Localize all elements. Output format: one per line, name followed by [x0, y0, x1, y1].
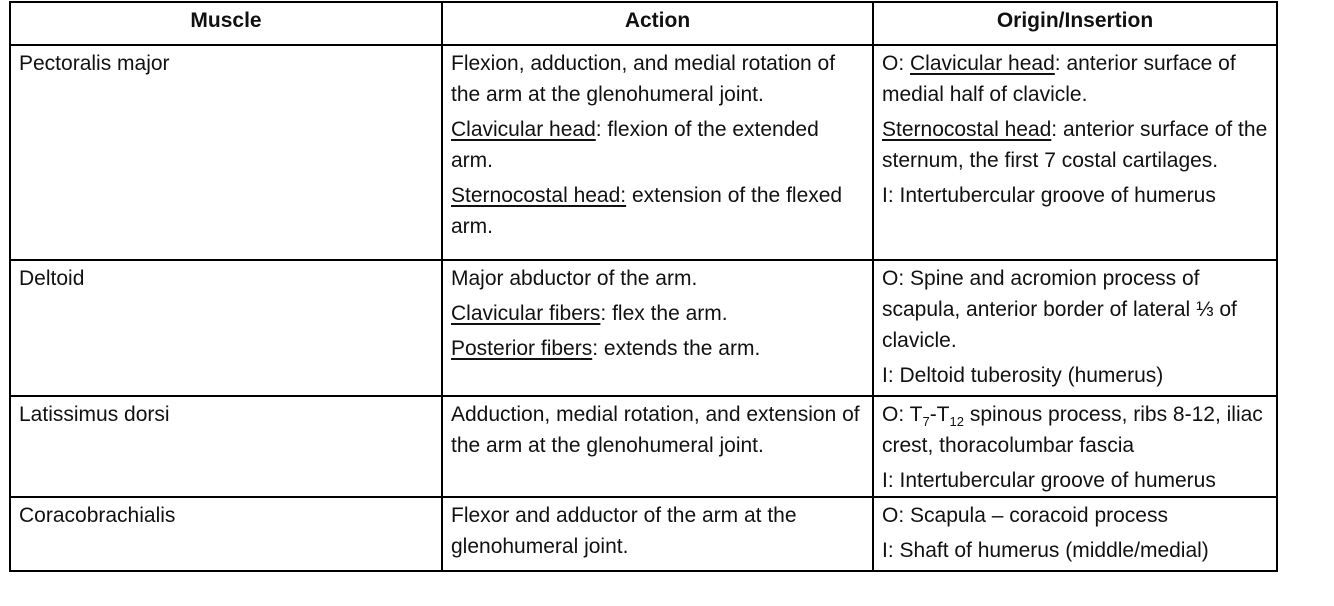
cell-muscle: Latissimus dorsi	[10, 396, 442, 497]
cell-muscle: Pectoralis major	[10, 45, 442, 260]
table-row	[10, 45, 1277, 260]
muscle-table	[9, 1, 1278, 572]
table-row	[10, 396, 1277, 497]
cell-action	[442, 497, 873, 571]
header-action: Action	[442, 2, 873, 45]
origin-text: O: Spine and acromion process of scapula, anterior border of lateral ⅓ of clavicle.	[882, 267, 1237, 352]
insertion-text: I: Intertubercular groove of humerus	[882, 469, 1216, 492]
cell-muscle: Coracobrachialis	[10, 497, 442, 571]
cell-origin-insertion	[873, 497, 1277, 571]
action-text: Major abductor of the arm.	[451, 267, 698, 290]
origin-text: O: $T_7-T_{12}$ spinous process, ribs 8-12, iliac crest, thoracolumbar fascia	[882, 403, 1263, 457]
table-row	[10, 497, 1277, 571]
cell-action	[442, 260, 873, 396]
insertion-text: I: Deltoid tuberosity (humerus)	[882, 364, 1164, 387]
table-row	[10, 260, 1277, 396]
origin-text: O: Clavicular head: anterior surface of medial half of clavicle.	[882, 52, 1236, 106]
cell-muscle: Deltoid	[10, 260, 442, 396]
action-text: Flexion, adduction, and medial rotation of the arm at the glenohumeral joint.	[451, 52, 836, 106]
underlined-label: Clavicular head	[451, 118, 596, 141]
action-text: Adduction, medial rotation, and extension of the arm at the glenohumeral joint.	[451, 403, 860, 457]
header-muscle: Muscle	[10, 2, 442, 45]
action-text: Flexor and adductor of the arm at the glenohumeral joint.	[451, 504, 797, 558]
cell-action	[442, 45, 873, 260]
underlined-label: Posterior fibers	[451, 337, 593, 360]
underlined-label: Clavicular fibers	[451, 302, 601, 325]
insertion-text: I: Shaft of humerus (middle/medial)	[882, 539, 1209, 562]
header-origin-insertion: Origin/Insertion	[873, 2, 1277, 45]
underlined-label: Clavicular head	[910, 52, 1055, 75]
action-text: Clavicular head: flexion of the extended arm.	[451, 118, 819, 172]
action-text: Posterior fibers: extends the arm.	[451, 337, 761, 360]
insertion-text: I: Intertubercular groove of humerus	[882, 184, 1216, 207]
cell-origin-insertion	[873, 396, 1277, 497]
underlined-label: Sternocostal head:	[451, 184, 627, 207]
origin-text: O: Scapula – coracoid process	[882, 504, 1168, 527]
table-header-row	[10, 2, 1277, 45]
action-text: Clavicular fibers: flex the arm.	[451, 302, 728, 325]
underlined-label: Sternocostal head	[882, 118, 1052, 141]
cell-origin-insertion	[873, 260, 1277, 396]
origin-text: Sternocostal head: anterior surface of the sternum, the first 7 costal cartilages.	[882, 118, 1268, 172]
action-text: Sternocostal head: extension of the flexed arm.	[451, 184, 843, 238]
cell-origin-insertion	[873, 45, 1277, 260]
cell-action	[442, 396, 873, 497]
